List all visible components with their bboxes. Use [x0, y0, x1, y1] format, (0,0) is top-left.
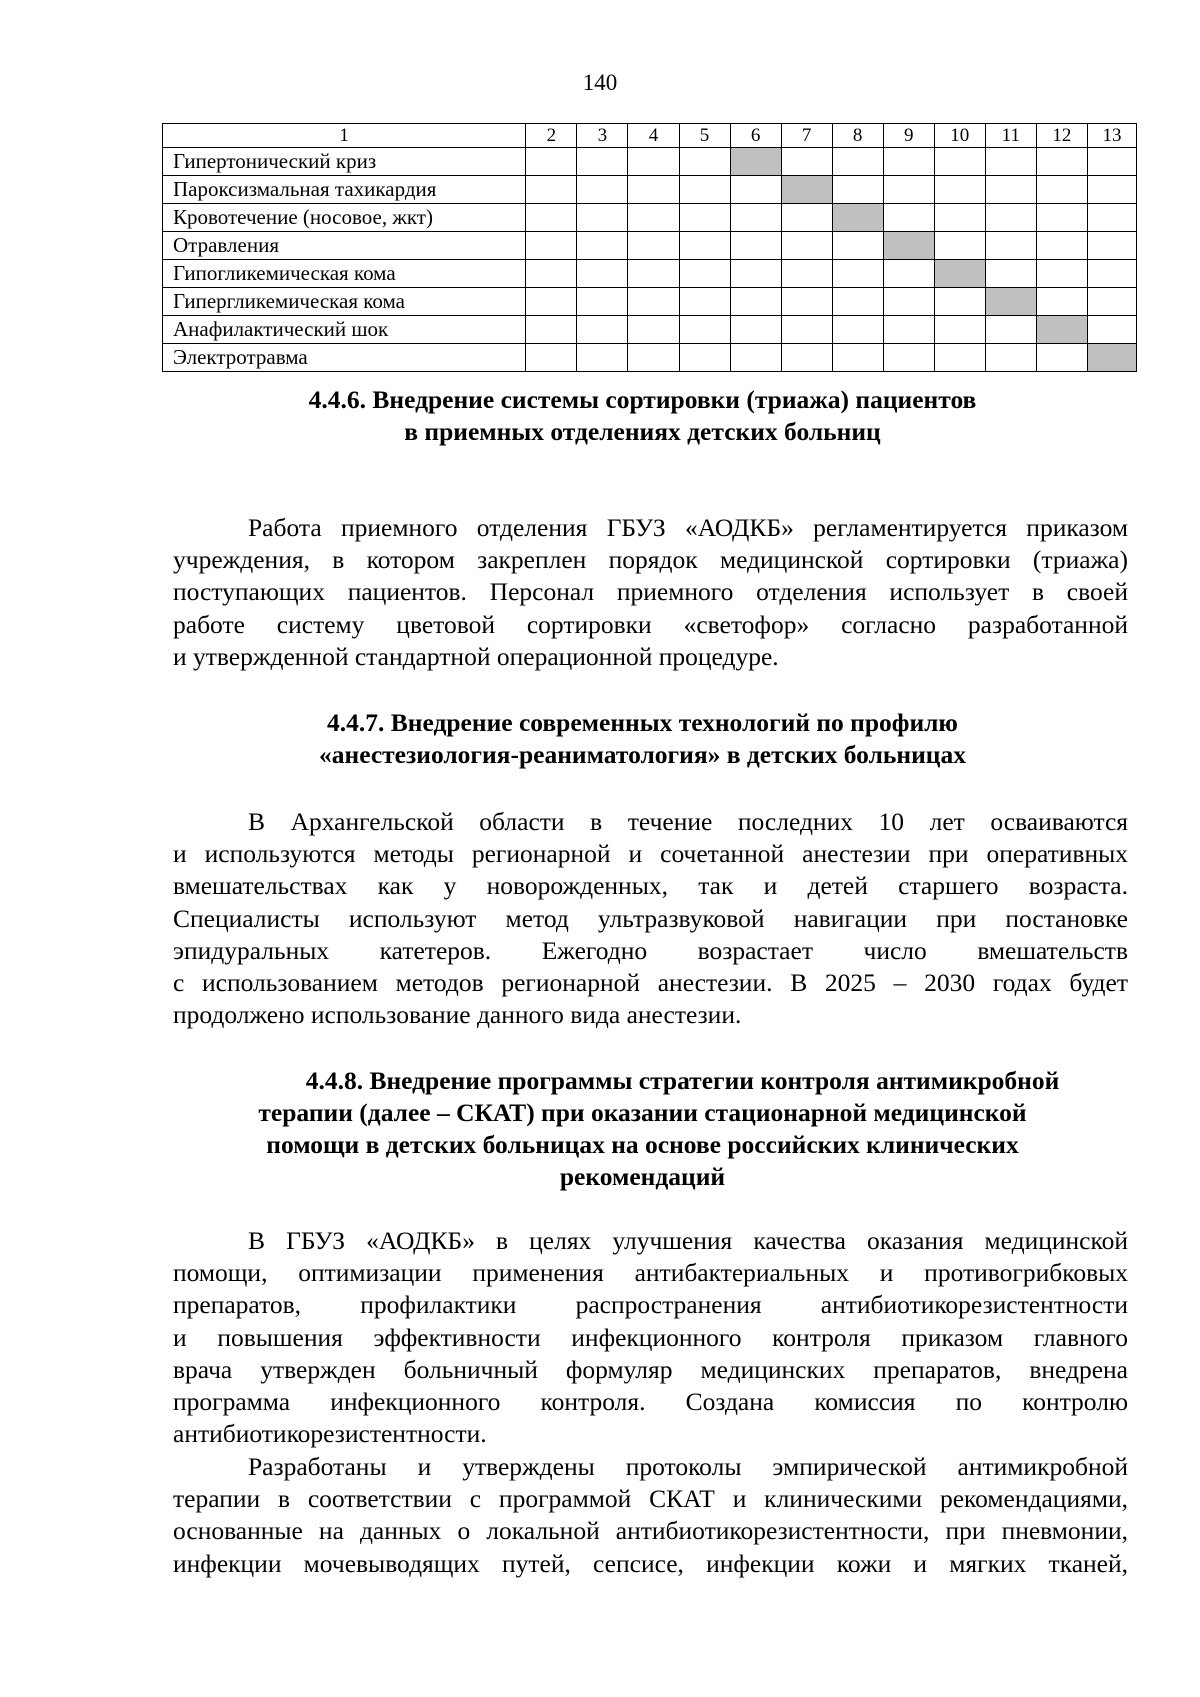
table-row — [163, 316, 1137, 344]
table-header-cell: 10 — [934, 124, 985, 148]
paragraph-line: основанные на данных о локальной антибиотикорезистентности, при пневмонии, — [173, 1516, 1128, 1546]
filled-cell — [781, 176, 832, 204]
paragraph-line: поступающих пациентов. Персонал приемного отделения использует в своей — [173, 577, 1128, 607]
paragraph-line: инфекции мочевыводящих путей, сепсисе, инфекции кожи и мягких тканей, — [173, 1548, 1128, 1578]
filled-cell — [934, 260, 985, 288]
paragraph-line: и утвержденной стандартной операционной процедуре. — [173, 641, 779, 671]
paragraph-line: терапии в соответствии с программой СКАТ и клиническими рекомендациями, — [173, 1484, 1128, 1514]
filled-cell — [730, 148, 781, 176]
row-label: Анафилактический шок — [163, 316, 526, 344]
table-cell — [1087, 148, 1136, 176]
table-row — [163, 288, 1137, 316]
table-cell — [1036, 204, 1087, 232]
table-cell — [526, 260, 577, 288]
table-cell — [730, 204, 781, 232]
table-cell — [577, 316, 628, 344]
table-cell — [934, 148, 985, 176]
table-cell — [781, 260, 832, 288]
table-cell — [526, 316, 577, 344]
table-cell — [679, 176, 730, 204]
table-cell — [1036, 176, 1087, 204]
table-cell — [730, 288, 781, 316]
table-row — [163, 260, 1137, 288]
table-cell — [934, 176, 985, 204]
table-header-cell: 2 — [526, 124, 577, 148]
table-row — [163, 148, 1137, 176]
row-label: Гипергликемическая кома — [163, 288, 526, 316]
table-cell — [730, 176, 781, 204]
section-4-4-8-heading — [160, 1065, 1125, 1193]
table-cell — [628, 288, 679, 316]
table-cell — [985, 344, 1036, 372]
paragraph-line: учреждения, в котором закреплен порядок медицинской сортировки (триажа) — [173, 545, 1128, 575]
table-header-row — [163, 124, 1137, 148]
section-4-4-8-paragraph-1 — [173, 1225, 1128, 1450]
paragraph-line: эпидуральных катетеров. Ежегодно возрастает число вмешательств — [173, 935, 1128, 965]
table-cell — [985, 316, 1036, 344]
paragraph-line: Специалисты используют метод ультразвуковой навигации при постановке — [173, 903, 1128, 933]
paragraph-line: работе систему цветовой сортировки «светофор» согласно разработанной — [173, 609, 1128, 639]
table-cell — [781, 232, 832, 260]
paragraph-line: Работа приемного отделения ГБУЗ «АОДКБ» регламентируется приказом — [248, 513, 1128, 542]
row-label: Кровотечение (носовое, жкт) — [163, 204, 526, 232]
table-cell — [526, 176, 577, 204]
table-cell — [679, 204, 730, 232]
table-cell — [1036, 232, 1087, 260]
table-cell — [730, 260, 781, 288]
table-cell — [781, 204, 832, 232]
heading-line: 4.4.7. Внедрение современных технологий по профилю — [327, 708, 958, 737]
table-header-cell: 4 — [628, 124, 679, 148]
table-cell — [985, 204, 1036, 232]
table-cell — [679, 316, 730, 344]
paragraph-line: вмешательствах как у новорожденных, так и детей старшего возраста. — [173, 871, 1128, 901]
table-cell — [526, 232, 577, 260]
table-cell — [526, 204, 577, 232]
table-cell — [526, 148, 577, 176]
filled-cell — [1087, 344, 1136, 372]
table-cell — [577, 288, 628, 316]
table-row — [163, 232, 1137, 260]
heading-line: «анестезиология-реаниматология» в детских больницах — [319, 740, 966, 769]
table-cell — [628, 148, 679, 176]
table-cell — [526, 288, 577, 316]
table-cell — [628, 260, 679, 288]
table-header-cell: 8 — [832, 124, 883, 148]
table-cell — [934, 344, 985, 372]
table-cell — [832, 316, 883, 344]
section-4-4-7-heading — [160, 707, 1125, 771]
table-cell — [730, 344, 781, 372]
table-cell — [1036, 260, 1087, 288]
table-header-cell: 11 — [985, 124, 1036, 148]
table-cell — [832, 260, 883, 288]
table-cell — [679, 232, 730, 260]
paragraph-line: помощи, оптимизации применения антибактериальных и противогрибковых — [173, 1258, 1128, 1288]
table-cell — [985, 260, 1036, 288]
paragraph-line: врача утвержден больничный формуляр медицинских препаратов, внедрена — [173, 1354, 1128, 1384]
table-cell — [1087, 260, 1136, 288]
table-cell — [1087, 232, 1136, 260]
paragraph-line: с использованием методов регионарной анестезии. В 2025 – 2030 годах будет — [173, 968, 1128, 998]
table-cell — [1087, 204, 1136, 232]
table-cell — [883, 260, 934, 288]
table-cell — [1036, 344, 1087, 372]
table-header-cell: 1 — [163, 124, 526, 148]
table-cell — [730, 232, 781, 260]
table-cell — [832, 344, 883, 372]
table-cell — [832, 288, 883, 316]
table-cell — [628, 176, 679, 204]
heading-line: терапии (далее – СКАТ) при оказании стационарной медицинской — [258, 1098, 1027, 1127]
table-cell — [628, 232, 679, 260]
table-cell — [832, 176, 883, 204]
table-header-cell: 7 — [781, 124, 832, 148]
section-4-4-6-heading — [160, 384, 1125, 448]
heading-line: рекомендаций — [559, 1162, 726, 1191]
table-cell — [781, 148, 832, 176]
table-cell — [679, 260, 730, 288]
table-header-cell: 9 — [883, 124, 934, 148]
paragraph-line: программа инфекционного контроля. Создана комиссия по контролю — [173, 1387, 1128, 1417]
paragraph-line: и повышения эффективности инфекционного контроля приказом главного — [173, 1322, 1128, 1352]
heading-line: в приемных отделениях детских больниц — [404, 417, 881, 446]
table-cell — [577, 260, 628, 288]
table-cell — [679, 344, 730, 372]
section-4-4-8-paragraph-2 — [173, 1451, 1128, 1580]
filled-cell — [883, 232, 934, 260]
filled-cell — [832, 204, 883, 232]
table-cell — [730, 316, 781, 344]
table-cell — [934, 288, 985, 316]
heading-line: 4.4.8. Внедрение программы стратегии контроля антимикробной — [305, 1066, 1060, 1095]
row-label: Электротравма — [163, 344, 526, 372]
table-cell — [832, 148, 883, 176]
table-cell — [985, 148, 1036, 176]
table-row — [163, 176, 1137, 204]
page-number: 140 — [582, 70, 618, 95]
table-cell — [577, 148, 628, 176]
table-cell — [1087, 316, 1136, 344]
table-cell — [985, 232, 1036, 260]
table-cell — [883, 288, 934, 316]
table-header-cell: 3 — [577, 124, 628, 148]
table-cell — [1087, 176, 1136, 204]
table-header-cell: 12 — [1036, 124, 1087, 148]
paragraph-line: препаратов, профилактики распространения антибиотикорезистентности — [173, 1290, 1128, 1320]
row-label: Гипертонический криз — [163, 148, 526, 176]
table-cell — [781, 344, 832, 372]
table-cell — [577, 204, 628, 232]
table-cell — [679, 288, 730, 316]
table-cell — [883, 148, 934, 176]
table-cell — [628, 204, 679, 232]
row-label: Гипогликемическая кома — [163, 260, 526, 288]
table-cell — [628, 316, 679, 344]
heading-line: 4.4.6. Внедрение системы сортировки (триажа) пациентов — [308, 385, 977, 414]
row-label: Отравления — [163, 232, 526, 260]
table-cell — [577, 344, 628, 372]
row-label: Пароксизмальная тахикардия — [163, 176, 526, 204]
table-cell — [1036, 148, 1087, 176]
table-cell — [679, 148, 730, 176]
table-cell — [781, 288, 832, 316]
heading-line: помощи в детских больницах на основе российских клинических — [266, 1130, 1019, 1159]
table-cell — [934, 232, 985, 260]
table-header-cell: 5 — [679, 124, 730, 148]
paragraph-line: В Архангельской области в течение последних 10 лет осваиваются — [248, 807, 1128, 836]
table-cell — [781, 316, 832, 344]
table-cell — [577, 232, 628, 260]
table-row — [163, 204, 1137, 232]
schedule-table — [162, 123, 1137, 372]
paragraph-line: продолжено использование данного вида анестезии. — [173, 1000, 742, 1030]
table-cell — [934, 316, 985, 344]
paragraph-line: и используются методы регионарной и сочетанной анестезии при оперативных — [173, 839, 1128, 869]
paragraph-line: Разработаны и утверждены протоколы эмпирической антимикробной — [248, 1452, 1128, 1481]
table-row — [163, 344, 1137, 372]
table-cell — [883, 344, 934, 372]
table-cell — [628, 344, 679, 372]
table-cell — [526, 344, 577, 372]
table-cell — [985, 176, 1036, 204]
table-cell — [883, 316, 934, 344]
section-4-4-7-paragraph — [173, 806, 1128, 1031]
table-cell — [832, 232, 883, 260]
paragraph-line: В ГБУЗ «АОДКБ» в целях улучшения качества оказания медицинской — [248, 1226, 1128, 1255]
filled-cell — [1036, 316, 1087, 344]
table-cell — [934, 204, 985, 232]
table-cell — [1036, 288, 1087, 316]
table-cell — [577, 176, 628, 204]
schedule-table-body — [163, 124, 1137, 372]
table-cell — [883, 176, 934, 204]
paragraph-line: антибиотикорезистентности. — [173, 1419, 487, 1449]
table-cell — [883, 204, 934, 232]
table-header-cell: 13 — [1087, 124, 1136, 148]
filled-cell — [985, 288, 1036, 316]
table-header-cell: 6 — [730, 124, 781, 148]
table-cell — [1087, 288, 1136, 316]
section-4-4-6-paragraph — [173, 512, 1128, 673]
